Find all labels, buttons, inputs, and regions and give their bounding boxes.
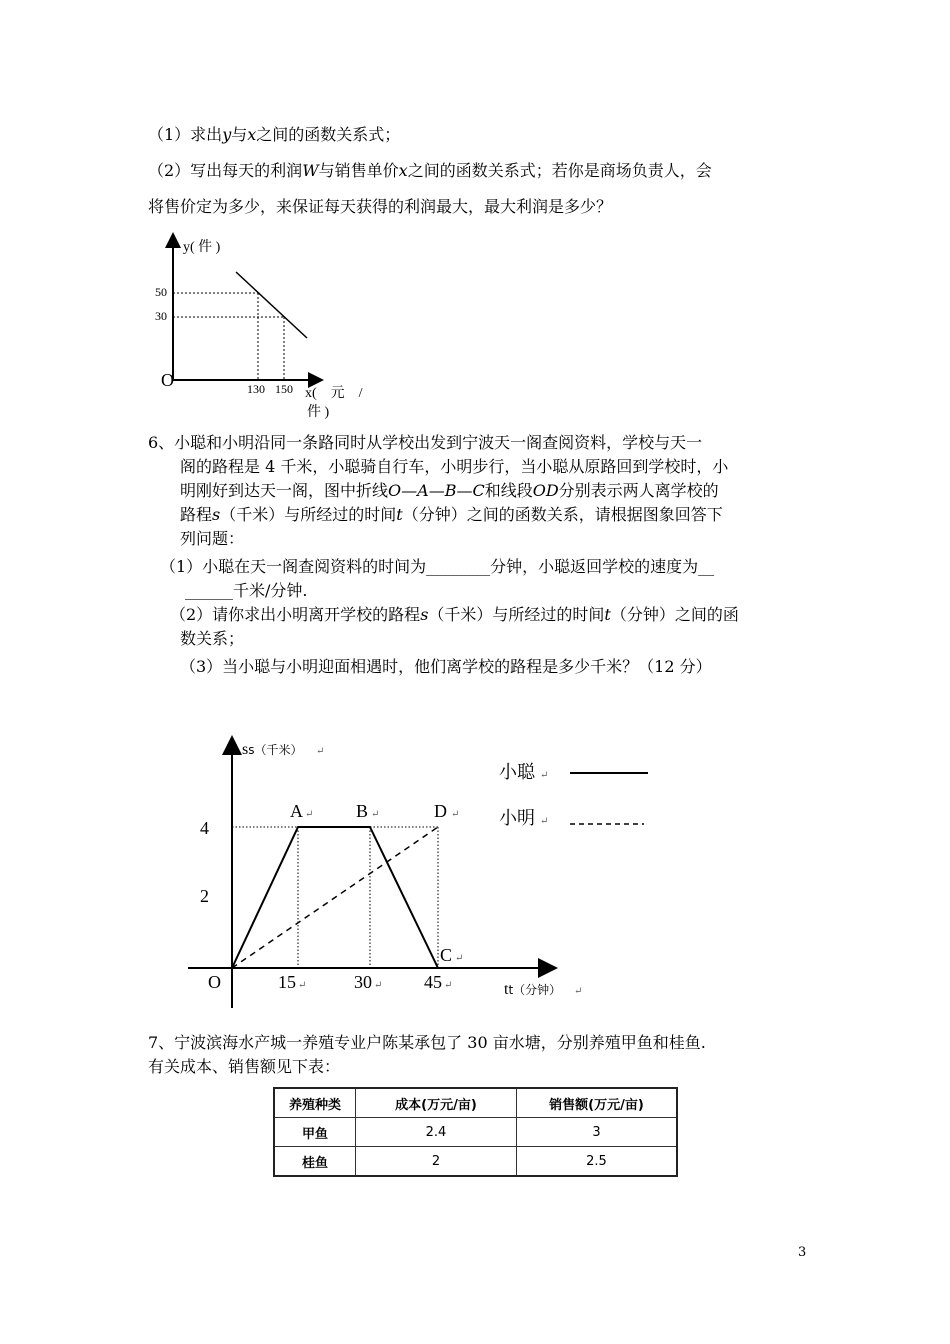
table-row bbox=[274, 1118, 677, 1147]
x-tick-15: 15 bbox=[278, 972, 296, 992]
y-tick-50: 50 bbox=[155, 285, 167, 299]
table-cell: 3 bbox=[517, 1118, 678, 1147]
x-tick-30: 30 bbox=[354, 972, 372, 992]
s-axis-label: ss（千米） bbox=[242, 741, 303, 758]
q6-line2: 阁的路程是 4 千米，小聪骑自行车，小明步行，当小聪从原路回到学校时，小 bbox=[180, 457, 729, 476]
return-mark-legend: ↵ bbox=[540, 770, 549, 781]
x-tick-150: 150 bbox=[275, 382, 293, 396]
table-cell: 甲鱼 bbox=[274, 1118, 356, 1147]
x-axis-label: x( 元 / bbox=[305, 386, 363, 401]
return-mark-d: ↵ bbox=[451, 809, 460, 820]
demand-graph bbox=[150, 232, 390, 427]
legend-xiaocong-label: 小聪 bbox=[499, 762, 535, 782]
origin-label: O bbox=[161, 370, 174, 390]
table-header: 成本(万元/亩) bbox=[356, 1088, 517, 1118]
q6-sub3: （3）当小聪与小明迎面相遇时，他们离学校的路程是多少千米？（12 分） bbox=[180, 657, 712, 676]
q6-line5: 列问题： bbox=[180, 529, 245, 548]
return-mark-legend-2: ↵ bbox=[540, 816, 549, 827]
table-header: 养殖种类 bbox=[274, 1088, 356, 1118]
q5-part2: （2）写出每天的利润W与销售单价x之间的函数关系式；若你是商场负责人，会 bbox=[148, 161, 712, 180]
page-number: 3 bbox=[798, 1245, 807, 1260]
return-mark-30: ↵ bbox=[374, 980, 383, 991]
point-a-label: A bbox=[290, 801, 303, 821]
point-b-label: B bbox=[356, 801, 369, 821]
point-c-label: C bbox=[440, 945, 453, 965]
q5-part1: （1）求出y与x之间的函数关系式； bbox=[148, 125, 401, 144]
x-tick-45: 45 bbox=[424, 972, 442, 992]
demand-line bbox=[236, 272, 307, 338]
q6-sub2-line1: （2）请你求出小明离开学校的路程s（千米）与所经过的时间t（分钟）之间的函 bbox=[170, 605, 739, 624]
table-header: 销售额(万元/亩) bbox=[517, 1088, 678, 1118]
q6-line3: 明刚好到达天一阁，图中折线O—A—B—C和线段OD分别表示两人离学校的 bbox=[180, 481, 719, 500]
y-axis-label: y( 件 ) bbox=[183, 240, 221, 255]
return-mark-b: ↵ bbox=[371, 809, 380, 820]
table-cell: 桂鱼 bbox=[274, 1147, 356, 1177]
table-cell: 2 bbox=[356, 1147, 517, 1177]
x-tick-130: 130 bbox=[247, 382, 265, 396]
q7-line2: 有关成本、销售额见下表： bbox=[148, 1057, 341, 1076]
return-mark-45: ↵ bbox=[444, 980, 453, 991]
return-mark-c: ↵ bbox=[455, 953, 464, 964]
y-tick-30: 30 bbox=[155, 309, 167, 323]
origin-label: O bbox=[208, 972, 221, 992]
legend-xiaoming-label: 小明 bbox=[499, 808, 535, 828]
return-mark-t: ↵ bbox=[574, 986, 583, 997]
q7-line1: 7、宁波滨海水产城一养殖专业户陈某承包了 30 亩水塘，分别养殖甲鱼和桂鱼. bbox=[148, 1033, 706, 1052]
q6-sub2-line2: 数关系； bbox=[180, 629, 245, 648]
return-mark-15: ↵ bbox=[298, 980, 307, 991]
distance-time-graph bbox=[180, 735, 660, 1010]
q5-part2-line2: 将售价定为多少，来保证每天获得的利润最大，最大利润是多少？ bbox=[148, 197, 613, 216]
q6-sub1-line2: ______千米/分钟. bbox=[185, 581, 308, 600]
y-tick-4: 4 bbox=[200, 818, 209, 838]
y-tick-2: 2 bbox=[200, 886, 209, 906]
point-d-label: D bbox=[434, 801, 447, 821]
table-cell: 2.4 bbox=[356, 1118, 517, 1147]
return-mark-s: ↵ bbox=[316, 746, 325, 757]
x-axis-label-unit: 件 ) bbox=[307, 405, 330, 420]
table-row bbox=[274, 1147, 677, 1177]
q6-line4: 路程s（千米）与所经过的时间t（分钟）之间的函数关系，请根据图象回答下 bbox=[180, 505, 723, 524]
q6-line1: 6、小聪和小明沿同一条路同时从学校出发到宁波天一阁查阅资料，学校与天一 bbox=[148, 433, 703, 452]
q6-sub1-line1: （1）小聪在天一阁查阅资料的时间为________分钟，小聪返回学校的速度为__ bbox=[160, 557, 715, 576]
table-cell: 2.5 bbox=[517, 1147, 678, 1177]
table-header-row bbox=[274, 1088, 677, 1118]
t-axis-label: tt（分钟） bbox=[504, 981, 562, 998]
return-mark-a: ↵ bbox=[305, 809, 314, 820]
xiaoming-path bbox=[232, 827, 438, 968]
cost-sales-table bbox=[273, 1087, 678, 1177]
